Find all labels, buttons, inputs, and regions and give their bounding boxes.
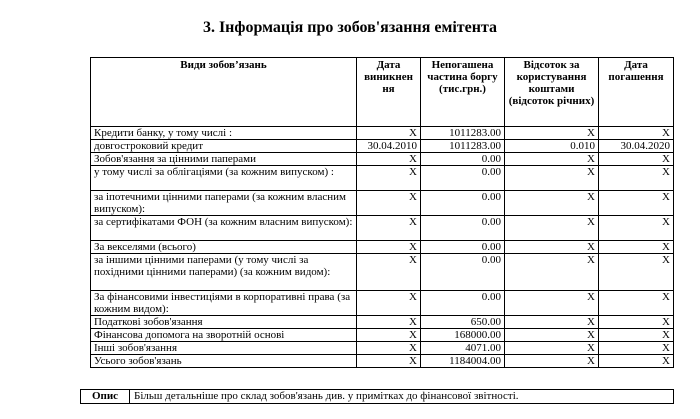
row-amount: 0.00 xyxy=(421,216,505,241)
liabilities-table xyxy=(90,57,674,368)
table-row xyxy=(91,316,674,329)
row-amount: 168000.00 xyxy=(421,329,505,342)
row-label: Усього зобов'язань xyxy=(91,355,357,368)
table-row xyxy=(91,191,674,216)
row-label: Кредити банку, у тому числі : xyxy=(91,127,357,140)
row-percent: X xyxy=(505,342,599,355)
row-amount: 0.00 xyxy=(421,254,505,291)
description-text: Більш детальніше про склад зобов'язань див. у примітках до фінансової звітності. xyxy=(130,390,674,404)
description-row xyxy=(81,390,674,404)
row-repay: X xyxy=(599,166,674,191)
row-percent: X xyxy=(505,329,599,342)
table-row xyxy=(91,127,674,140)
row-amount: 1011283.00 xyxy=(421,127,505,140)
table-row xyxy=(91,329,674,342)
row-percent: X xyxy=(505,254,599,291)
row-label: Інші зобов'язання xyxy=(91,342,357,355)
row-repay: X xyxy=(599,291,674,316)
row-amount: 1184004.00 xyxy=(421,355,505,368)
section-title: 3. Інформація про зобов'язання емітента xyxy=(202,19,498,36)
row-date: 30.04.2010 xyxy=(357,140,421,153)
description-table xyxy=(80,389,674,404)
table-row xyxy=(91,241,674,254)
row-label: за іпотечними цінними паперами (за кожним власним випуском): xyxy=(91,191,357,216)
row-percent: X xyxy=(505,191,599,216)
table-row xyxy=(91,342,674,355)
row-date: X xyxy=(357,216,421,241)
row-percent: X xyxy=(505,153,599,166)
row-date: X xyxy=(357,127,421,140)
row-percent: X xyxy=(505,241,599,254)
table-row xyxy=(91,166,674,191)
row-amount: 650.00 xyxy=(421,316,505,329)
row-label: Фінансова допомога на зворотній основі xyxy=(91,329,357,342)
row-amount: 0.00 xyxy=(421,291,505,316)
header-unpaid: Непогашена частина боргу (тис.грн.) xyxy=(421,58,505,127)
table-row xyxy=(91,355,674,368)
row-repay: X xyxy=(599,216,674,241)
row-date: X xyxy=(357,254,421,291)
row-percent: X xyxy=(505,291,599,316)
row-date: X xyxy=(357,291,421,316)
header-kind: Види зобов’язань xyxy=(91,58,357,127)
row-date: X xyxy=(357,153,421,166)
row-amount: 0.00 xyxy=(421,153,505,166)
row-label: за сертифікатами ФОН (за кожним власним випуском): xyxy=(91,216,357,241)
row-label: За фінансовими інвестиціями в корпоративні права (за кожним видом): xyxy=(91,291,357,316)
row-label: за іншими цінними паперами (у тому числі за похідними цінними паперами) (за кожним видом): xyxy=(91,254,357,291)
row-repay: X xyxy=(599,329,674,342)
table-header-row xyxy=(91,58,674,127)
row-amount: 1011283.00 xyxy=(421,140,505,153)
row-repay: X xyxy=(599,316,674,329)
table-row xyxy=(91,254,674,291)
row-date: X xyxy=(357,241,421,254)
row-date: X xyxy=(357,355,421,368)
row-percent: X xyxy=(505,127,599,140)
row-amount: 4071.00 xyxy=(421,342,505,355)
row-label: За векселями (всього) xyxy=(91,241,357,254)
row-amount: 0.00 xyxy=(421,166,505,191)
row-percent: X xyxy=(505,316,599,329)
table-row xyxy=(91,216,674,241)
row-date: X xyxy=(357,329,421,342)
row-label: у тому числі за облігаціями (за кожним випуском) : xyxy=(91,166,357,191)
row-amount: 0.00 xyxy=(421,191,505,216)
row-repay: X xyxy=(599,241,674,254)
row-repay: X xyxy=(599,191,674,216)
row-repay: X xyxy=(599,153,674,166)
row-date: X xyxy=(357,342,421,355)
row-repay: 30.04.2020 xyxy=(599,140,674,153)
description-label: Опис xyxy=(81,390,130,404)
row-date: X xyxy=(357,316,421,329)
row-repay: X xyxy=(599,355,674,368)
row-label: Зобов'язання за цінними паперами xyxy=(91,153,357,166)
table-row xyxy=(91,140,674,153)
row-percent: X xyxy=(505,166,599,191)
row-repay: X xyxy=(599,127,674,140)
row-percent: X xyxy=(505,355,599,368)
row-amount: 0.00 xyxy=(421,241,505,254)
row-label: Податкові зобов'язання xyxy=(91,316,357,329)
header-date-arose: Дата виникнен ня xyxy=(357,58,421,127)
header-percent: Відсоток за користування коштами (відсоток річних) xyxy=(505,58,599,127)
row-percent: X xyxy=(505,216,599,241)
row-label: довгостроковий кредит xyxy=(91,140,357,153)
row-date: X xyxy=(357,166,421,191)
header-date-repay: Дата погашення xyxy=(599,58,674,127)
row-percent: 0.010 xyxy=(505,140,599,153)
row-date: X xyxy=(357,191,421,216)
table-row xyxy=(91,291,674,316)
row-repay: X xyxy=(599,254,674,291)
row-repay: X xyxy=(599,342,674,355)
table-row xyxy=(91,153,674,166)
